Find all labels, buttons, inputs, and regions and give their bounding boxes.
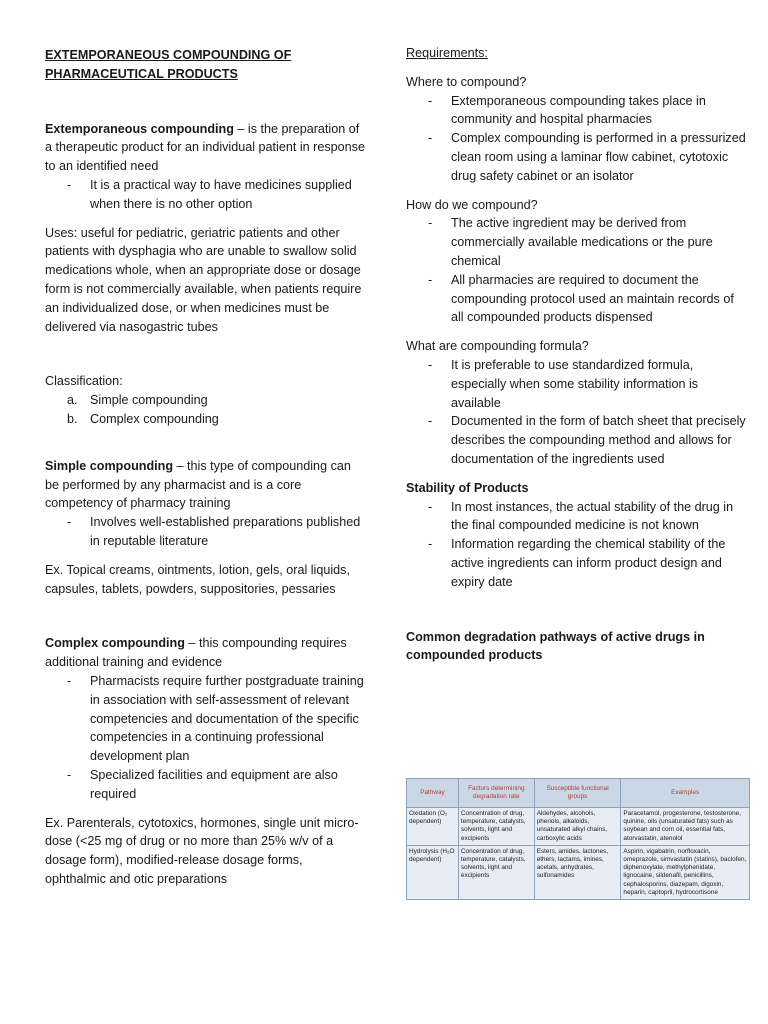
simple-paragraph: [45, 457, 365, 513]
classification-list: [45, 391, 365, 429]
complex-paragraph: [45, 634, 365, 672]
simple-text: – this type of compounding can be performed by any pharmacist and is a core competency of pharmacy training: [45, 458, 351, 511]
stability-bullets: [406, 498, 746, 592]
left-column: [45, 44, 365, 889]
list-item: - Involves well-established preparations published in reputable literature: [45, 513, 365, 551]
where-bullets: [406, 92, 746, 186]
definition-paragraph: [45, 120, 365, 176]
classification-label: Classification:: [45, 374, 123, 389]
complex-text: – this compounding requires additional training and evidence: [45, 636, 347, 670]
list-item: - Complex compounding is performed in a pressurized clean room using a laminar flow cabinet, cytotoxic drug safety cabinet or an isolator: [406, 129, 746, 185]
table-cell: Oxidation (O₂ dependent): [407, 808, 459, 846]
list-item: - All pharmacies are required to document the compounding protocol used an maintain records of all compounded products dispensed: [406, 271, 746, 327]
document-title: [45, 46, 365, 84]
column-header: Susceptible functional groups: [534, 779, 621, 808]
list-item: - The active ingredient may be derived from commercially available medications or the pure chemical: [406, 214, 746, 270]
list-item: - Documented in the form of batch sheet that precisely describes the compounding method and allows for documentation of the ingredients used: [406, 412, 746, 468]
list-text: Simple compounding: [90, 393, 208, 408]
table-heading: Common degradation pathways of active drugs in compounded products: [406, 629, 705, 663]
complex-term: Complex compounding: [45, 636, 185, 651]
table-cell: Hydrolysis (H₂O dependent): [407, 845, 459, 899]
definition-text: – is the preparation of a therapeutic product for an individual patient in response to an identified need: [45, 121, 365, 174]
simple-bullets: [45, 513, 365, 551]
table-row: [407, 808, 750, 846]
table-cell: Aldehydes, alcohols, phenols, alkaloids, unsaturated alkyl chains, carboxylic acids: [534, 808, 621, 846]
right-column: [406, 44, 746, 665]
column-header: Pathway: [407, 779, 459, 808]
list-text: Complex compounding: [90, 411, 219, 426]
requirements-heading: Requirements:: [406, 46, 488, 60]
table-header-row: [407, 779, 750, 808]
formula-bullets: [406, 356, 746, 469]
list-item: - Pharmacists require further postgraduate training in association with self-assessment of relevant competencies and documentation of the specific competencies in a continuing professional development plan: [45, 672, 365, 766]
table-cell: Paracetamol, progesterone, testosterone, quinine, oils (unsaturated fats) such as soybean and corn oil, essential fats, atorvastatin, atenolol: [621, 808, 750, 846]
list-item: - Information regarding the chemical stability of the active ingredients can inform product design and expiry date: [406, 535, 746, 591]
uses-paragraph: Uses: useful for pediatric, geriatric patients and other patients with dysphagia who are unable to swallow solid medications whole, when an appropriate dose or dosage form is not commercially available, when patients require an individualized dose, or when medicines must be delivered via nasogastric tubes: [45, 225, 362, 334]
title-line-2: PHARMACEUTICAL PRODUCTS: [45, 66, 238, 81]
definition-bullets: [45, 176, 365, 214]
table-cell: Concentration of drug, temperature, catalysts, solvents, light and excipients: [458, 808, 534, 846]
table-cell: Aspirin, vigabatrin, norfloxacin, omeprazole, simvastatin (statins), baclofen, diphenoxylate, methylphenidate, lignocaine, sildenafil, penicillins, cephalosporins, diazepam, digoxin, heparin, captopril, hydrocortisone: [621, 845, 750, 899]
list-marker: a.: [67, 393, 78, 408]
how-bullets: [406, 214, 746, 327]
column-header: Factors determining degradation rate: [458, 779, 534, 808]
where-question: Where to compound?: [406, 74, 527, 89]
list-item: - It is preferable to use standardized formula, especially when some stability information is available: [406, 356, 746, 412]
simple-example: Ex. Topical creams, ointments, lotion, gels, oral liquids, capsules, tablets, powders, suppositories, pessaries: [45, 562, 350, 596]
list-item: - Extemporaneous compounding takes place in community and hospital pharmacies: [406, 92, 746, 130]
list-item: - In most instances, the actual stability of the drug in the final compounded medicine is not known: [406, 498, 746, 536]
list-item: - It is a practical way to have medicines supplied when there is no other option: [45, 176, 365, 214]
list-item: [45, 410, 365, 429]
how-question: How do we compound?: [406, 197, 538, 212]
list-item: - Specialized facilities and equipment are also required: [45, 766, 365, 804]
definition-term: Extemporaneous compounding: [45, 121, 234, 136]
list-marker: b.: [67, 411, 78, 426]
table-cell: Esters, amides, lactones, ethers, lactams, imines, acetals, anhydrates, sulfonamides: [534, 845, 621, 899]
degradation-table: [406, 778, 750, 900]
formula-question: What are compounding formula?: [406, 339, 589, 354]
simple-term: Simple compounding: [45, 458, 174, 473]
column-header: Examples: [621, 779, 750, 808]
table-cell: Concentration of drug, temperature, catalysts, solvents, light and excipients: [458, 845, 534, 899]
table-row: [407, 845, 750, 899]
complex-bullets: [45, 672, 365, 804]
complex-example: Ex. Parenterals, cytotoxics, hormones, single unit micro-dose (<25 mg of drug or no more than 25% w/v of a dosage form), modified-release dosage forms, ophthalmic and otic preparations: [45, 815, 359, 886]
title-line-1: EXTEMPORANEOUS COMPOUNDING OF: [45, 48, 292, 62]
stability-heading: Stability of Products: [406, 480, 529, 495]
list-item: [45, 391, 365, 410]
